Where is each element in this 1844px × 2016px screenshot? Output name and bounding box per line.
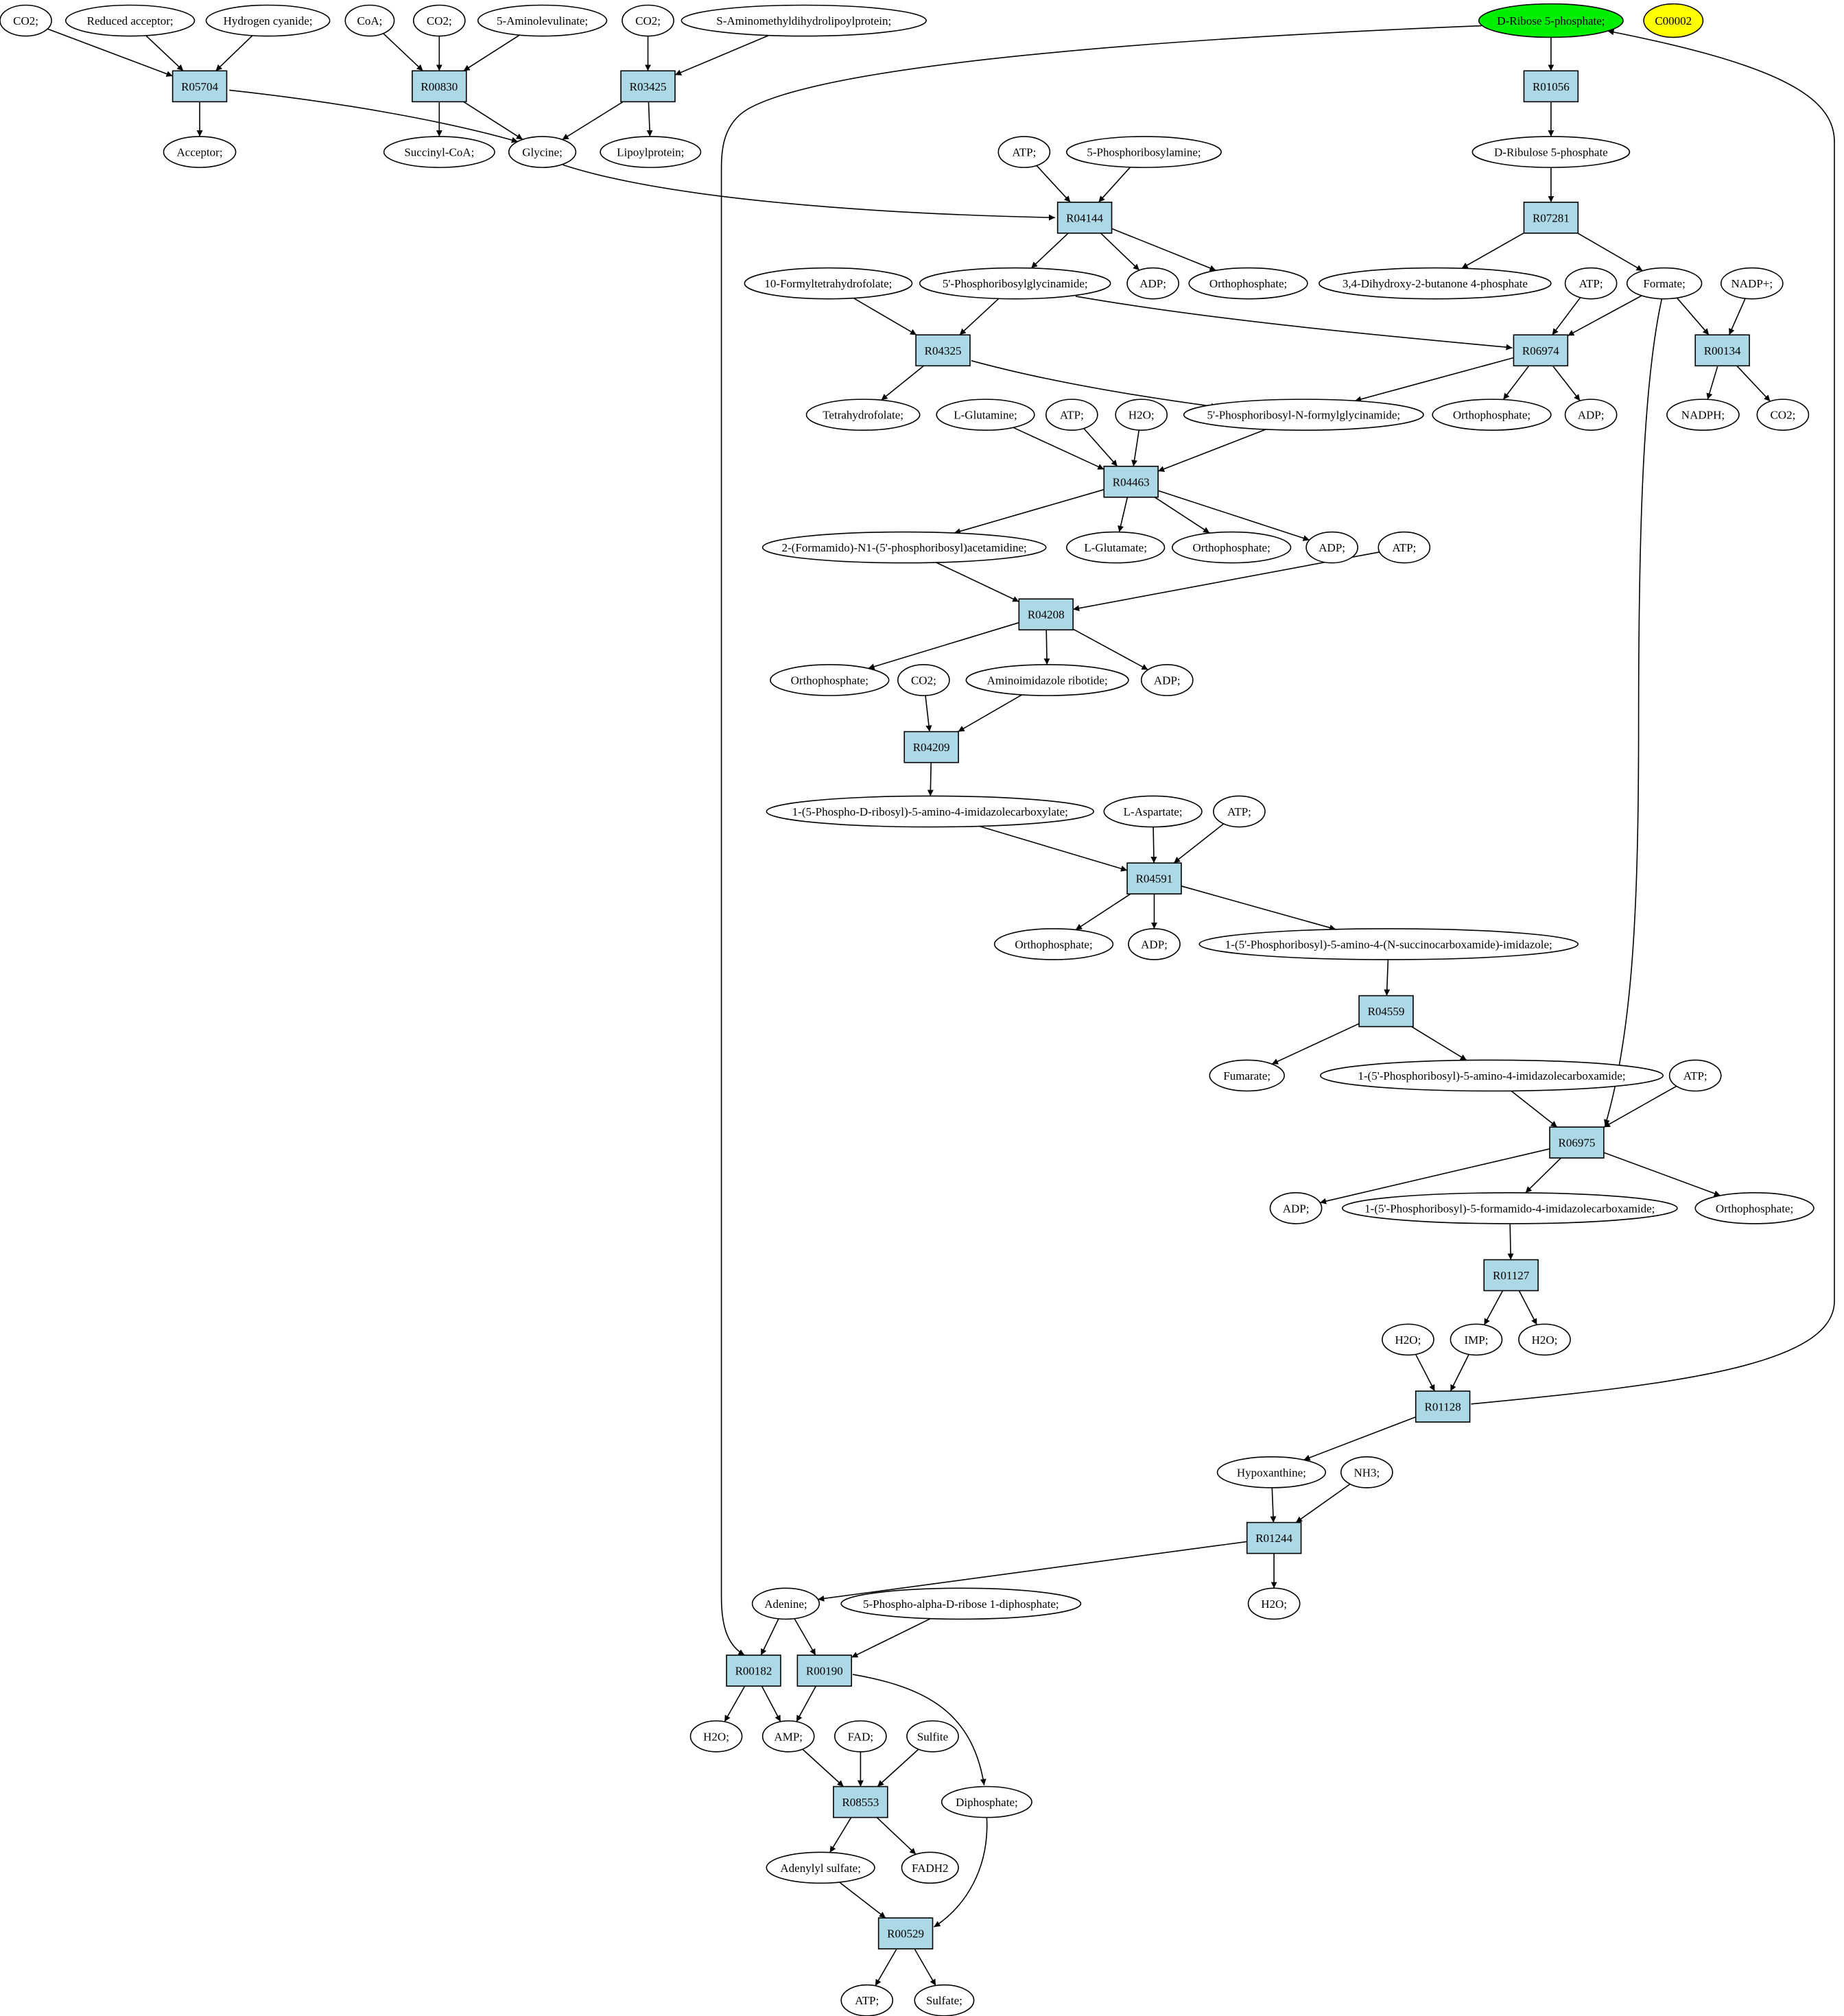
compound-label: Orthophosphate; bbox=[1715, 1202, 1794, 1215]
compound-label: Reduced acceptor; bbox=[86, 14, 174, 28]
reaction-node-r00182[interactable] bbox=[726, 1655, 781, 1686]
compound-label: ATP; bbox=[1012, 145, 1037, 159]
edge-saicar-to-r04559 bbox=[1386, 960, 1388, 996]
compound-node-cair[interactable] bbox=[766, 796, 1094, 827]
reaction-node-r01128[interactable] bbox=[1416, 1391, 1470, 1422]
compound-node-fadh2[interactable] bbox=[901, 1852, 958, 1883]
edge-l-glutamine-to-r04463 bbox=[1013, 427, 1104, 469]
compound-label: FAD; bbox=[847, 1730, 874, 1744]
compound-node-phosphoribosylamine[interactable] bbox=[1067, 137, 1221, 167]
compound-node-air[interactable] bbox=[966, 665, 1128, 696]
compound-label: ATP; bbox=[1392, 541, 1417, 555]
edge-r00190-to-amp bbox=[796, 1686, 816, 1722]
compound-label: 1-(5'-Phosphoribosyl)-5-amino-4-imidazolecarboxamide; bbox=[1358, 1069, 1626, 1082]
reaction-node-r08553[interactable] bbox=[834, 1787, 888, 1818]
compound-label: NADPH; bbox=[1681, 408, 1725, 422]
compound-node-nh3[interactable] bbox=[1341, 1457, 1393, 1488]
compound-node-coa[interactable] bbox=[345, 5, 394, 36]
reaction-label: R00182 bbox=[735, 1664, 772, 1678]
edge-amp-to-r08553 bbox=[803, 1749, 844, 1786]
edge-r04463-to-fgam bbox=[954, 490, 1104, 533]
compound-label: L-Glutamate; bbox=[1084, 541, 1147, 555]
compound-node-orthophosphate-1[interactable] bbox=[1189, 268, 1308, 299]
reaction-node-r01056[interactable] bbox=[1524, 71, 1578, 102]
edge-r07281-to-formate bbox=[1578, 233, 1643, 271]
reaction-node-r00134[interactable] bbox=[1695, 335, 1749, 366]
compound-label: 10-Formyltetrahydrofolate; bbox=[764, 277, 893, 291]
edge-r07281-to-dihydroxybutanone bbox=[1462, 233, 1524, 269]
compound-node-glycine[interactable] bbox=[509, 137, 576, 167]
compound-label: Fumarate; bbox=[1223, 1069, 1271, 1082]
compound-node-reduced-acceptor[interactable] bbox=[66, 5, 195, 36]
reaction-label: R00134 bbox=[1703, 344, 1741, 357]
compound-node-aminomethyl[interactable] bbox=[681, 5, 926, 36]
edge-r03425-to-lipoylprotein bbox=[648, 102, 650, 137]
edge-atp-5-to-r04591 bbox=[1174, 824, 1224, 863]
compound-node-co2-b[interactable] bbox=[414, 5, 465, 36]
compound-label: Formate; bbox=[1643, 277, 1686, 291]
compound-label: Orthophosphate; bbox=[1452, 408, 1531, 422]
edge-prgly-to-r04325 bbox=[960, 298, 999, 335]
edge-atp-2-to-r06974 bbox=[1552, 298, 1581, 335]
compound-label: H2O; bbox=[1261, 1597, 1288, 1611]
edge-coa-to-r00830 bbox=[383, 34, 423, 71]
compound-label: H2O; bbox=[703, 1730, 729, 1744]
compound-node-h2o-1[interactable] bbox=[1115, 399, 1167, 430]
edge-adenine-to-r00182 bbox=[761, 1619, 779, 1655]
reaction-label: R00529 bbox=[887, 1927, 925, 1941]
edge-r04208-to-air bbox=[1046, 630, 1047, 665]
reaction-label: R06974 bbox=[1522, 344, 1559, 357]
compound-node-h2o-5[interactable] bbox=[1249, 1588, 1300, 1619]
compound-node-h2o-3[interactable] bbox=[1519, 1324, 1570, 1355]
edge-adenine-to-r00190 bbox=[794, 1619, 816, 1655]
compound-label: Lipoylprotein; bbox=[617, 145, 685, 159]
compound-node-adp-2[interactable] bbox=[1565, 399, 1617, 430]
compound-label: CO2; bbox=[426, 14, 452, 28]
compound-label: Sulfate; bbox=[925, 1994, 962, 2008]
reaction-label: R04591 bbox=[1135, 872, 1173, 886]
reaction-label: R07281 bbox=[1532, 211, 1570, 225]
compound-node-atp-6[interactable] bbox=[1670, 1060, 1721, 1091]
edge-nh3-to-r01244 bbox=[1296, 1484, 1350, 1523]
edge-adenylyl-sulfate-to-r00529 bbox=[840, 1882, 886, 1918]
edge-r03425-to-glycine bbox=[563, 102, 624, 139]
compound-node-nadph[interactable] bbox=[1667, 399, 1739, 430]
reaction-label: R04463 bbox=[1112, 475, 1150, 489]
compound-label: ATP; bbox=[855, 1994, 879, 2008]
compound-label: H2O; bbox=[1128, 408, 1155, 422]
compound-node-orthophosphate-3[interactable] bbox=[1172, 532, 1291, 563]
reaction-label: R04559 bbox=[1367, 1005, 1405, 1019]
reaction-label: R04325 bbox=[924, 344, 962, 357]
reaction-node-r06975[interactable] bbox=[1550, 1127, 1604, 1158]
compound-label: Orthophosphate; bbox=[1209, 277, 1288, 291]
compound-node-hypoxanthine[interactable] bbox=[1218, 1457, 1326, 1488]
compound-node-imp[interactable] bbox=[1450, 1324, 1502, 1355]
compound-node-dihydroxybutanone[interactable] bbox=[1319, 268, 1551, 299]
reaction-label: R01244 bbox=[1255, 1532, 1293, 1545]
compound-node-l-glutamine[interactable] bbox=[936, 399, 1035, 430]
reaction-node-r04463[interactable] bbox=[1104, 466, 1158, 497]
compound-node-orthophosphate-6[interactable] bbox=[1695, 1193, 1814, 1224]
edge-r06974-to-orthophosphate-2 bbox=[1503, 366, 1528, 399]
nodes-layer bbox=[0, 4, 1814, 2016]
edge-aminomethyl-to-r03425 bbox=[675, 36, 769, 75]
compound-label: L-Aspartate; bbox=[1123, 805, 1183, 819]
compound-label: Hypoxanthine; bbox=[1236, 1466, 1306, 1480]
reaction-node-r04208[interactable] bbox=[1019, 599, 1073, 630]
compound-node-adp-1[interactable] bbox=[1127, 268, 1179, 299]
edge-glycine-to-r04144 bbox=[563, 165, 1055, 217]
reaction-node-r01127[interactable] bbox=[1484, 1259, 1538, 1290]
compound-node-orthophosphate-2[interactable] bbox=[1432, 399, 1551, 430]
reaction-node-r01244[interactable] bbox=[1247, 1523, 1301, 1554]
reaction-node-r07281[interactable] bbox=[1524, 202, 1578, 233]
edge-r04144-to-orthophosphate-1 bbox=[1112, 228, 1216, 270]
edge-prgly-to-r06974 bbox=[1076, 296, 1513, 348]
compound-node-nadp[interactable] bbox=[1721, 268, 1783, 299]
compound-node-atp-1[interactable] bbox=[998, 137, 1050, 167]
reaction-label: R00190 bbox=[805, 1664, 843, 1678]
compound-label: Hydrogen cyanide; bbox=[223, 14, 313, 28]
edge-hypoxanthine-to-r01244 bbox=[1272, 1488, 1273, 1523]
edge-air-to-r04209 bbox=[958, 695, 1022, 732]
reaction-node-r04325[interactable] bbox=[916, 335, 970, 366]
compound-label: Tetrahydrofolate; bbox=[823, 408, 904, 422]
compound-label: Diphosphate; bbox=[956, 1796, 1018, 1810]
edge-reduced-acceptor-to-r05704 bbox=[146, 36, 183, 71]
compound-node-co2-e[interactable] bbox=[898, 665, 949, 696]
compound-node-hydrogen-cyanide[interactable] bbox=[206, 5, 329, 36]
compound-node-h2o-2[interactable] bbox=[1382, 1324, 1434, 1355]
compound-node-atp-7[interactable] bbox=[841, 1985, 893, 2016]
edge-r06974-to-fgar bbox=[1355, 358, 1513, 401]
edge-r04208-to-orthophosphate-4 bbox=[868, 623, 1019, 669]
compound-node-formyl-thf[interactable] bbox=[744, 268, 912, 299]
compound-node-aminolevulinate[interactable] bbox=[478, 5, 607, 36]
reaction-label: R06975 bbox=[1558, 1136, 1596, 1150]
compound-label: NADP+; bbox=[1731, 277, 1773, 291]
edge-r00134-to-nadph bbox=[1707, 366, 1718, 399]
compound-label: ADP; bbox=[1139, 277, 1166, 291]
edge-r01127-to-imp bbox=[1485, 1291, 1503, 1325]
edge-imp-to-r01128 bbox=[1450, 1355, 1469, 1392]
edge-fgam-to-r04208 bbox=[936, 562, 1019, 602]
compound-node-fgar[interactable] bbox=[1184, 399, 1423, 430]
edge-co2-a-to-r05704 bbox=[47, 29, 172, 76]
compound-node-co2-c[interactable] bbox=[622, 5, 674, 36]
compound-label: 5-Phosphoribosylamine; bbox=[1087, 145, 1201, 159]
compound-node-succinyl-coa[interactable] bbox=[384, 137, 495, 167]
compound-node-l-aspartate[interactable] bbox=[1104, 796, 1202, 827]
compound-node-ribulose5p[interactable] bbox=[1472, 137, 1629, 167]
compound-node-co2-d[interactable] bbox=[1757, 399, 1808, 430]
compound-label: D-Ribose 5-phosphate; bbox=[1497, 14, 1605, 28]
compound-label: 2-(Formamido)-N1-(5'-phosphoribosyl)acetamidine; bbox=[781, 541, 1027, 555]
edge-aicar-to-r06975 bbox=[1511, 1091, 1557, 1127]
compound-label: Aminoimidazole ribotide; bbox=[986, 674, 1108, 687]
compound-label: Glycine; bbox=[522, 145, 563, 159]
edge-r04209-to-cair bbox=[930, 763, 931, 796]
edge-atp-3-to-r04463 bbox=[1084, 429, 1118, 466]
edge-r00134-to-co2-d bbox=[1737, 366, 1771, 401]
edge-r00529-to-atp-7 bbox=[875, 1949, 897, 1986]
edge-r01127-to-h2o-3 bbox=[1519, 1291, 1537, 1325]
compound-node-adp-4[interactable] bbox=[1142, 665, 1193, 696]
reaction-label: R05704 bbox=[181, 80, 218, 93]
compound-label: ATP; bbox=[1579, 277, 1603, 291]
compound-node-fad[interactable] bbox=[835, 1721, 886, 1752]
edge-phosphoribosylamine-to-r04144 bbox=[1098, 167, 1130, 202]
edge-h2o-2-to-r01128 bbox=[1416, 1354, 1435, 1391]
compound-node-adp-5[interactable] bbox=[1128, 929, 1180, 960]
compound-label: D-Ribulose 5-phosphate bbox=[1494, 145, 1608, 159]
edges-layer bbox=[47, 26, 1834, 1986]
compound-node-fumarate[interactable] bbox=[1209, 1060, 1284, 1091]
compound-label: AMP; bbox=[774, 1730, 803, 1744]
compound-label: H2O; bbox=[1531, 1333, 1558, 1347]
edge-h2o-1-to-r04463 bbox=[1133, 430, 1139, 466]
reaction-label: R01127 bbox=[1493, 1269, 1530, 1283]
compound-label: 1-(5-Phospho-D-ribosyl)-5-amino-4-imidazolecarboxylate; bbox=[792, 805, 1068, 819]
compound-node-orthophosphate-4[interactable] bbox=[770, 665, 889, 696]
compound-label: L-Glutamine; bbox=[954, 408, 1017, 422]
compound-label: C00002 bbox=[1655, 14, 1692, 28]
reaction-label: R00830 bbox=[421, 80, 458, 93]
edge-atp-6-to-r06975 bbox=[1604, 1086, 1677, 1127]
edge-sulfite-to-r08553 bbox=[877, 1749, 919, 1786]
compound-node-adp-3[interactable] bbox=[1306, 532, 1358, 563]
compound-node-adp-6[interactable] bbox=[1270, 1193, 1322, 1224]
compound-label: 5'-Phosphoribosylglycinamide; bbox=[942, 277, 1088, 291]
edge-r04144-to-prgly bbox=[1031, 233, 1068, 268]
compound-node-co2-a[interactable] bbox=[0, 5, 51, 36]
compound-label: Adenylyl sulfate; bbox=[780, 1861, 861, 1875]
compound-node-sulfate[interactable] bbox=[914, 1985, 973, 2016]
compound-label: Adenine; bbox=[764, 1597, 807, 1611]
compound-label: Orthophosphate; bbox=[1015, 938, 1093, 951]
reaction-node-r00830[interactable] bbox=[412, 71, 466, 102]
edge-r04325-to-thf bbox=[882, 366, 924, 400]
edge-formate-to-r00134 bbox=[1677, 298, 1710, 335]
compound-node-saicar[interactable] bbox=[1199, 929, 1578, 960]
compound-node-diphosphate[interactable] bbox=[942, 1787, 1032, 1818]
compound-label: ATP; bbox=[1683, 1069, 1707, 1082]
edge-r00830-to-glycine bbox=[464, 102, 523, 139]
reaction-label: R03425 bbox=[629, 80, 667, 93]
edge-r00182-to-h2o-4 bbox=[724, 1686, 745, 1722]
reaction-node-r00529[interactable] bbox=[879, 1918, 933, 1949]
compound-label: H2O; bbox=[1395, 1333, 1421, 1347]
compound-label: 1-(5'-Phosphoribosyl)-5-formamido-4-imidazolecarboxamide; bbox=[1364, 1202, 1655, 1215]
compound-node-atp-2[interactable] bbox=[1565, 268, 1617, 299]
compound-label: Orthophosphate; bbox=[790, 674, 868, 687]
reaction-label: R04208 bbox=[1027, 608, 1065, 621]
compound-node-atp-4[interactable] bbox=[1378, 532, 1430, 563]
compound-label: 1-(5'-Phosphoribosyl)-5-amino-4-(N-succinocarboxamide)-imidazole; bbox=[1225, 938, 1552, 951]
edge-r00182-to-amp bbox=[761, 1686, 780, 1722]
edge-atp-1-to-r04144 bbox=[1037, 165, 1070, 202]
reaction-node-r05704[interactable] bbox=[173, 71, 227, 102]
edge-r00529-to-sulfate bbox=[914, 1949, 936, 1986]
compound-label: 5'-Phosphoribosyl-N-formylglycinamide; bbox=[1207, 408, 1401, 422]
edge-r04463-to-orthophosphate-3 bbox=[1155, 497, 1209, 533]
compound-label: CO2; bbox=[635, 14, 661, 28]
edge-r06975-to-faicar bbox=[1526, 1158, 1561, 1193]
reaction-node-r04209[interactable] bbox=[904, 732, 958, 763]
compound-label: CO2; bbox=[910, 674, 936, 687]
edge-r05704-to-glycine bbox=[229, 90, 518, 141]
compound-label: Succinyl-CoA; bbox=[404, 145, 475, 159]
edge-aminolevulinate-to-r00830 bbox=[464, 35, 520, 71]
reaction-label: R01056 bbox=[1532, 80, 1570, 93]
compound-node-adenine[interactable] bbox=[753, 1588, 820, 1619]
reaction-node-r04559[interactable] bbox=[1359, 996, 1413, 1027]
edge-cair-to-r04591 bbox=[980, 827, 1127, 870]
edge-l-aspartate-to-r04591 bbox=[1153, 827, 1154, 864]
edge-r04591-to-orthophosphate-5 bbox=[1076, 894, 1131, 929]
compound-node-h2o-4[interactable] bbox=[691, 1721, 742, 1752]
compound-node-prgly[interactable] bbox=[920, 268, 1111, 299]
compound-label: 5-Phospho-alpha-D-ribose 1-diphosphate; bbox=[863, 1597, 1059, 1611]
compound-node-aicar[interactable] bbox=[1321, 1060, 1663, 1091]
edge-r08553-to-fadh2 bbox=[877, 1818, 916, 1855]
compound-node-formate[interactable] bbox=[1627, 268, 1702, 299]
compound-node-prpp[interactable] bbox=[841, 1588, 1080, 1619]
compound-node-l-glutamate[interactable] bbox=[1067, 532, 1165, 563]
compound-node-faicar[interactable] bbox=[1343, 1193, 1677, 1224]
compound-label: IMP; bbox=[1464, 1333, 1489, 1347]
edge-prpp-to-r00190 bbox=[851, 1619, 930, 1658]
compound-label: CoA; bbox=[357, 14, 383, 28]
edge-r01128-to-hypoxanthine bbox=[1304, 1417, 1416, 1460]
reaction-label: R01128 bbox=[1424, 1400, 1461, 1414]
reaction-node-r00190[interactable] bbox=[797, 1655, 851, 1686]
reaction-label: R08553 bbox=[842, 1796, 879, 1810]
compound-label: CO2; bbox=[1770, 408, 1796, 422]
reaction-label: R04209 bbox=[912, 741, 950, 755]
edge-formyl-thf-to-r04325 bbox=[853, 298, 917, 335]
compound-label: Orthophosphate; bbox=[1192, 541, 1270, 555]
edge-r04591-to-saicar bbox=[1181, 886, 1336, 929]
edge-r04463-to-l-glutamate bbox=[1120, 497, 1128, 532]
compound-node-orthophosphate-5[interactable] bbox=[995, 929, 1113, 960]
edge-r04559-to-aicar bbox=[1412, 1027, 1467, 1060]
edge-r08553-to-adenylyl-sulfate bbox=[830, 1818, 851, 1853]
compound-node-acceptor[interactable] bbox=[163, 137, 235, 167]
compound-label: 5-Aminolevulinate; bbox=[496, 14, 589, 28]
compound-label: S-Aminomethyldihydrolipoylprotein; bbox=[716, 14, 892, 28]
compound-label: 3,4-Dihydroxy-2-butanone 4-phosphate bbox=[1342, 277, 1528, 291]
reaction-node-r03425[interactable] bbox=[621, 71, 675, 102]
reaction-node-r04144[interactable] bbox=[1058, 202, 1112, 233]
edge-r04208-to-adp-4 bbox=[1073, 629, 1148, 669]
reaction-label: R04144 bbox=[1066, 211, 1104, 225]
compound-label: ADP; bbox=[1319, 541, 1346, 555]
compound-node-amp[interactable] bbox=[763, 1721, 814, 1752]
compound-label: NH3; bbox=[1354, 1466, 1380, 1480]
compound-node-sulfite[interactable] bbox=[907, 1721, 958, 1752]
edge-fgar-to-r04463 bbox=[1158, 429, 1266, 471]
compound-node-fgam[interactable] bbox=[763, 532, 1046, 563]
compound-label: ADP; bbox=[1282, 1202, 1310, 1215]
compound-label: ATP; bbox=[1059, 408, 1084, 422]
edge-hydrogen-cyanide-to-r05704 bbox=[216, 36, 252, 71]
compound-node-atp-3[interactable] bbox=[1046, 399, 1098, 430]
compound-label: ADP; bbox=[1577, 408, 1605, 422]
compound-node-c00002[interactable] bbox=[1644, 4, 1703, 38]
edge-nadp-to-r00134 bbox=[1729, 298, 1746, 335]
compound-node-atp-5[interactable] bbox=[1214, 796, 1265, 827]
compound-node-thf[interactable] bbox=[807, 399, 920, 430]
compound-label: Sulfite bbox=[917, 1730, 949, 1744]
edge-r06975-to-orthophosphate-6 bbox=[1604, 1152, 1721, 1196]
compound-node-lipoylprotein[interactable] bbox=[600, 137, 700, 167]
compound-label: ADP; bbox=[1153, 674, 1181, 687]
edge-r04144-to-adp-1 bbox=[1101, 233, 1139, 270]
edge-faicar-to-r01127 bbox=[1510, 1224, 1511, 1260]
edge-r04325-to-fgar bbox=[971, 361, 1218, 407]
edge-co2-e-to-r04209 bbox=[925, 696, 930, 732]
compound-label: ATP; bbox=[1227, 805, 1251, 819]
compound-label: CO2; bbox=[13, 14, 38, 28]
edge-formate-to-r06974 bbox=[1568, 296, 1642, 335]
edge-r04559-to-fumarate bbox=[1272, 1023, 1359, 1064]
compound-node-ribose5p[interactable] bbox=[1479, 4, 1623, 38]
compound-label: FADH2 bbox=[912, 1861, 949, 1875]
compound-label: ADP; bbox=[1141, 938, 1168, 951]
reaction-node-r04591[interactable] bbox=[1127, 863, 1181, 894]
compound-node-adenylyl-sulfate[interactable] bbox=[766, 1852, 875, 1883]
compound-label: Acceptor; bbox=[176, 145, 223, 159]
reaction-node-r06974[interactable] bbox=[1513, 335, 1568, 366]
edge-r06974-to-adp-2 bbox=[1552, 366, 1580, 401]
